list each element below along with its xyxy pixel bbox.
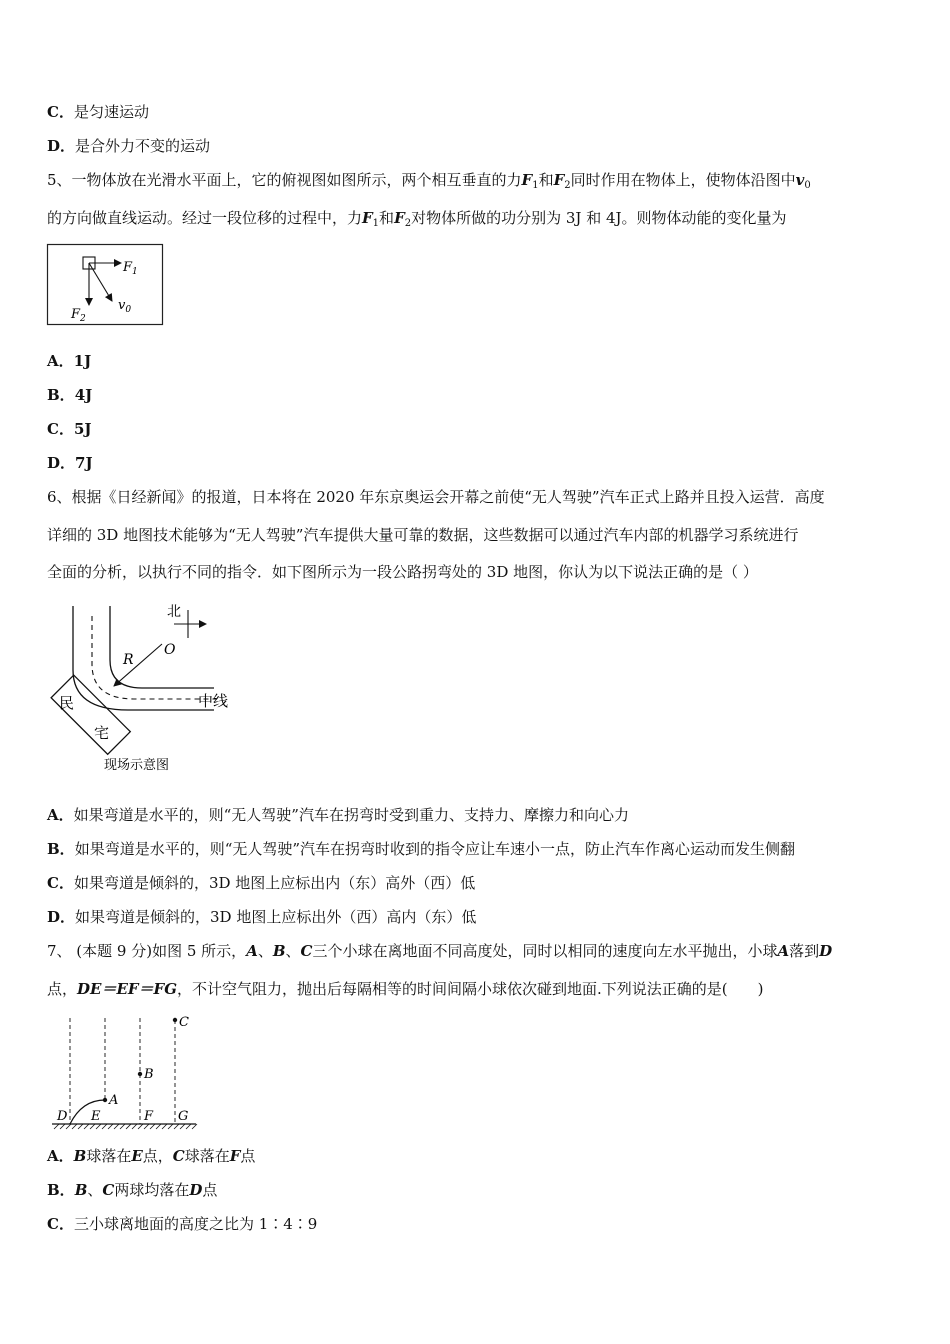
v0-arrow (89, 263, 112, 301)
var-b: B (74, 1181, 88, 1199)
q7-option-c (47, 1214, 317, 1234)
var-b: B (272, 942, 286, 960)
stem-text: 7、 (本题 9 分)如图 5 所示， (47, 942, 247, 960)
road-outer-edge (73, 606, 214, 710)
var-c: C (102, 1181, 115, 1199)
option-text: 如果弯道是倾斜的，3D 地图上应标出外（西）高内（东）低 (75, 908, 477, 926)
var-v: v (795, 171, 805, 189)
option-text: 球落在 (184, 1147, 230, 1165)
q7-projectile-diagram (48, 1012, 200, 1132)
var-d: D (819, 942, 833, 960)
var-f: F (394, 209, 405, 227)
var-c: C (172, 1147, 185, 1165)
var-f: F (553, 171, 565, 189)
option-label: C． (47, 420, 74, 438)
label-e: E (91, 1109, 101, 1124)
r-label: R (123, 652, 134, 668)
option-text: 如果弯道是倾斜的，3D 地图上应标出内（东）高外（西）低 (73, 874, 476, 892)
option-text: 点， (142, 1147, 173, 1165)
label-d: D (57, 1109, 68, 1124)
label-a: A (109, 1093, 119, 1108)
ball-b (138, 1072, 142, 1076)
option-text: 点 (202, 1181, 218, 1199)
stem-text: 和 (538, 171, 554, 189)
option-label: B． (47, 386, 75, 404)
label-c: C (179, 1015, 189, 1030)
option-text: 是合外力不变的运动 (75, 137, 211, 155)
center-line-label: 中线 (198, 692, 229, 710)
option-label: A． (47, 806, 74, 824)
var-a: A (246, 942, 258, 960)
f2-label: $F_2$ (71, 307, 86, 324)
stem-text: 点， (47, 980, 78, 998)
q6-stem-line3: 全面的分析，以执行不同的指令．如下图所示为一段公路拐弯处的 3D 地图，你认为以下说法正确的是（ ） (47, 563, 758, 581)
o-label: O (164, 642, 176, 658)
option-text: 是匀速运动 (73, 103, 149, 121)
option-text: 点 (240, 1147, 256, 1165)
option-label: C． (47, 874, 74, 892)
q5-force-diagram (46, 243, 166, 327)
var-f: F (362, 209, 373, 227)
figure-frame (48, 245, 163, 325)
option-text: 如果弯道是水平的，则“无人驾驶”汽车在拐弯时受到重力、支持力、摩擦力和向心力 (73, 806, 629, 824)
option-label: A． (47, 1147, 74, 1165)
option-text: 球落在 (86, 1147, 132, 1165)
radius-arrow (114, 644, 162, 686)
q5-option-d (47, 453, 93, 473)
ball-a (103, 1098, 107, 1102)
option-text: 1J (73, 352, 92, 370)
q6-stem-line1: 6、根据《日经新闻》的报道，日本将在 2020 年东京奥运会开幕之前使“无人驾驶”汽车正式上路并且投入运营．高度 (47, 488, 825, 506)
option-label: B． (47, 1181, 75, 1199)
stem-text: 落到 (789, 942, 820, 960)
q5-stem-line1 (47, 170, 811, 196)
label-f: F (144, 1109, 154, 1124)
var-d: D (189, 1181, 203, 1199)
q6-option-d (47, 907, 476, 927)
q6-option-a (47, 805, 629, 825)
separator: 、 (87, 1181, 103, 1199)
q7-option-a (47, 1146, 255, 1166)
q5-option-c (47, 419, 92, 439)
var-a: A (777, 942, 790, 960)
q7-stem-line1 (47, 941, 832, 961)
stem-text: 5、一物体放在光滑水平面上，它的俯视图如图所示，两个相互垂直的力 (47, 171, 522, 189)
label-g: G (178, 1109, 189, 1124)
separator: 、 (257, 942, 273, 960)
stem-text: 同时作用在物体上，使物体沿图中 (570, 171, 796, 189)
subscript: 2 (564, 180, 571, 191)
ball-c (173, 1018, 177, 1022)
option-label: A． (47, 352, 74, 370)
option-text: 两球均落在 (114, 1181, 190, 1199)
north-label: 北 (167, 604, 181, 620)
subscript: 0 (804, 180, 811, 191)
option-text: 如果弯道是水平的，则“无人驾驶”汽车在拐弯时收到的指令应让车速小一点，防止汽车作离心运动而发生侧翻 (74, 840, 796, 858)
subscript: 2 (404, 218, 412, 229)
option-label: C． (47, 1215, 74, 1233)
q4-option-d (47, 136, 210, 156)
q6-stem-line2: 详细的 3D 地图技术能够为“无人驾驶”汽车提供大量可靠的数据，这些数据可以通过汽车内部的机器学习系统进行 (47, 526, 799, 544)
var-f: F (229, 1147, 241, 1165)
f1-label: $F_1$ (123, 260, 138, 277)
label-b: B (144, 1067, 154, 1082)
option-text: 三小球离地面的高度之比为 1∶4∶9 (73, 1215, 318, 1233)
ground-hatching (54, 1124, 197, 1129)
option-text: 4J (74, 386, 93, 404)
option-text: 5J (73, 420, 92, 438)
q6-option-c (47, 873, 475, 893)
figure-caption: 现场示意图 (104, 758, 170, 773)
q5-option-a (47, 351, 91, 371)
var-c: C (300, 942, 313, 960)
q6-road-diagram (46, 598, 236, 780)
option-label: C． (47, 103, 74, 121)
var-e: E (131, 1147, 143, 1165)
q5-stem-line2 (47, 208, 787, 234)
option-text: 7J (75, 454, 93, 472)
option-label: D． (47, 137, 76, 155)
var-b: B (73, 1147, 87, 1165)
subscript: 1 (372, 218, 380, 229)
house-label-zhai: 宅 (94, 724, 110, 742)
q6-option-b (47, 839, 795, 859)
stem-text: 对物体所做的功分别为 3J 和 4J。则物体动能的变化量为 (411, 209, 787, 227)
option-label: D． (47, 908, 76, 926)
stem-text: 三个小球在离地面不同高度处，同时以相同的速度向左水平抛出，小球 (312, 942, 778, 960)
option-label: B． (47, 840, 75, 858)
q4-option-c (47, 102, 149, 122)
q7-option-b (47, 1180, 217, 1200)
stem-text: 的方向做直线运动。经过一段位移的过程中，力 (47, 209, 363, 227)
q5-option-b (47, 385, 92, 405)
stem-text: ，不计空气阻力，抛出后每隔相等的时间间隔小球依次碰到地面.下列说法正确的是( ) (177, 980, 764, 998)
house-label-min: 民 (59, 694, 75, 712)
subscript: 1 (532, 180, 539, 191)
option-label: D． (47, 454, 76, 472)
equation: DE＝EF＝FG (77, 980, 177, 998)
house-block (51, 675, 130, 754)
var-f: F (521, 171, 533, 189)
q7-stem-line2 (47, 979, 763, 999)
v0-label: $v_0$ (118, 298, 132, 315)
stem-text: 和 (379, 209, 395, 227)
separator: 、 (285, 942, 301, 960)
